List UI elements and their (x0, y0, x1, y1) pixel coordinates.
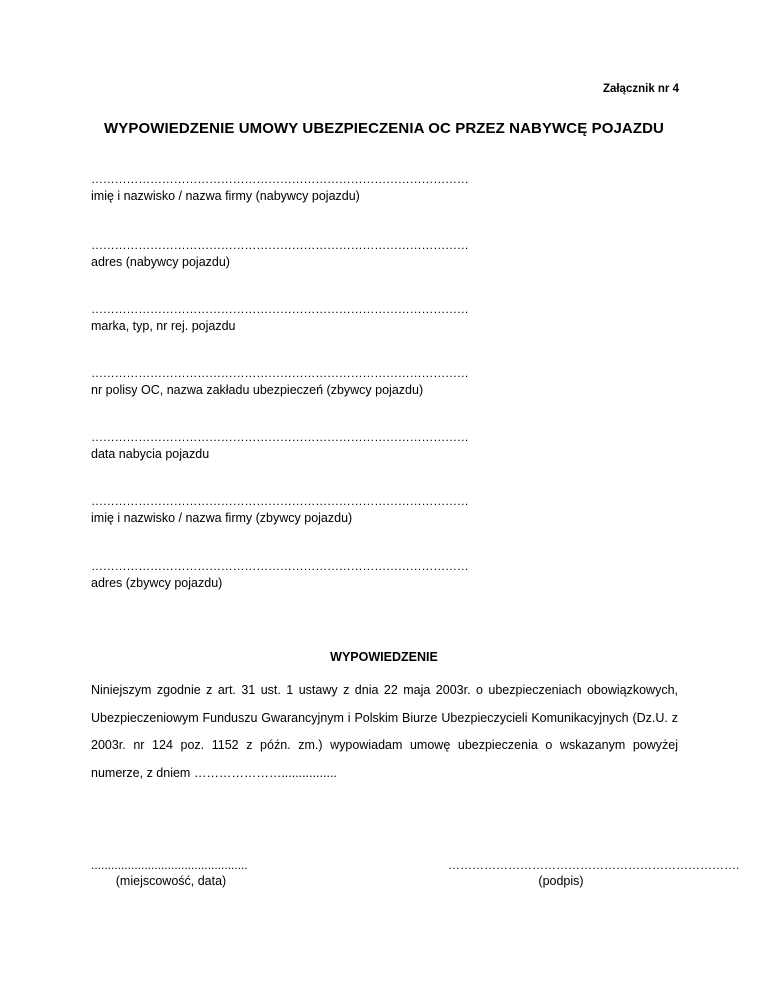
fill-line: …………………………………………………………………………………… (91, 172, 469, 186)
fill-line: …………………………………………………………………………………… (91, 430, 469, 444)
field-buyer-address (91, 238, 469, 270)
fill-line: ............................................... (91, 858, 248, 872)
field-label: nr polisy OC, nazwa zakładu ubezpieczeń (zbywcy pojazdu) (91, 383, 424, 397)
fill-line: …………………………………………………………………………………… (91, 366, 469, 380)
fill-line: …………………………………………………………………………………… (91, 302, 469, 316)
section-heading: WYPOWIEDZENIE (330, 650, 438, 664)
signature-place-date (91, 858, 251, 889)
field-label: imię i nazwisko / nazwa firmy (nabywcy pojazdu) (91, 189, 360, 203)
field-buyer-name (91, 172, 469, 204)
fill-line: …………………………………………………………………………………… (91, 494, 469, 508)
termination-statement: Niniejszym zgodnie z art. 31 ust. 1 ustawy z dnia 22 maja 2003r. o ubezpieczeniach obowiązkowych, Ubezpieczeniowym Funduszu Gwarancyjnym i Polskim Biurze Ubezpieczycieli Komunikacyjnych (Dz.U. z 2003r. nr 124 poz. 1152 z późn. zm.) wypowiadam umowę ubezpieczenia o wskazanym powyżej numerze, z dniem …………………................ (91, 683, 678, 780)
annex-label: Załącznik nr 4 (602, 83, 679, 95)
document-title: WYPOWIEDZENIE UMOWY UBEZPIECZENIA OC PRZEZ NABYWCĘ POJAZDU (104, 120, 664, 137)
field-label: data nabycia pojazdu (91, 447, 210, 461)
signature-sign (448, 858, 740, 889)
field-label: marka, typ, nr rej. pojazdu (91, 319, 236, 333)
field-vehicle (91, 302, 469, 334)
signature-label: (podpis) (538, 874, 584, 888)
field-policy (91, 366, 469, 398)
field-seller-address (91, 559, 469, 591)
field-label: adres (zbywcy pojazdu) (91, 576, 223, 590)
fill-line: ………………………………………………………………. (448, 858, 740, 872)
fill-line: …………………………………………………………………………………… (91, 238, 469, 252)
signature-label: (miejscowość, data) (115, 874, 227, 888)
field-seller-name (91, 494, 469, 526)
field-label: imię i nazwisko / nazwa firmy (zbywcy pojazdu) (91, 511, 353, 525)
field-purchase-date (91, 430, 469, 462)
fill-line: …………………………………………………………………………………… (91, 559, 469, 573)
field-label: adres (nabywcy pojazdu) (91, 255, 230, 269)
